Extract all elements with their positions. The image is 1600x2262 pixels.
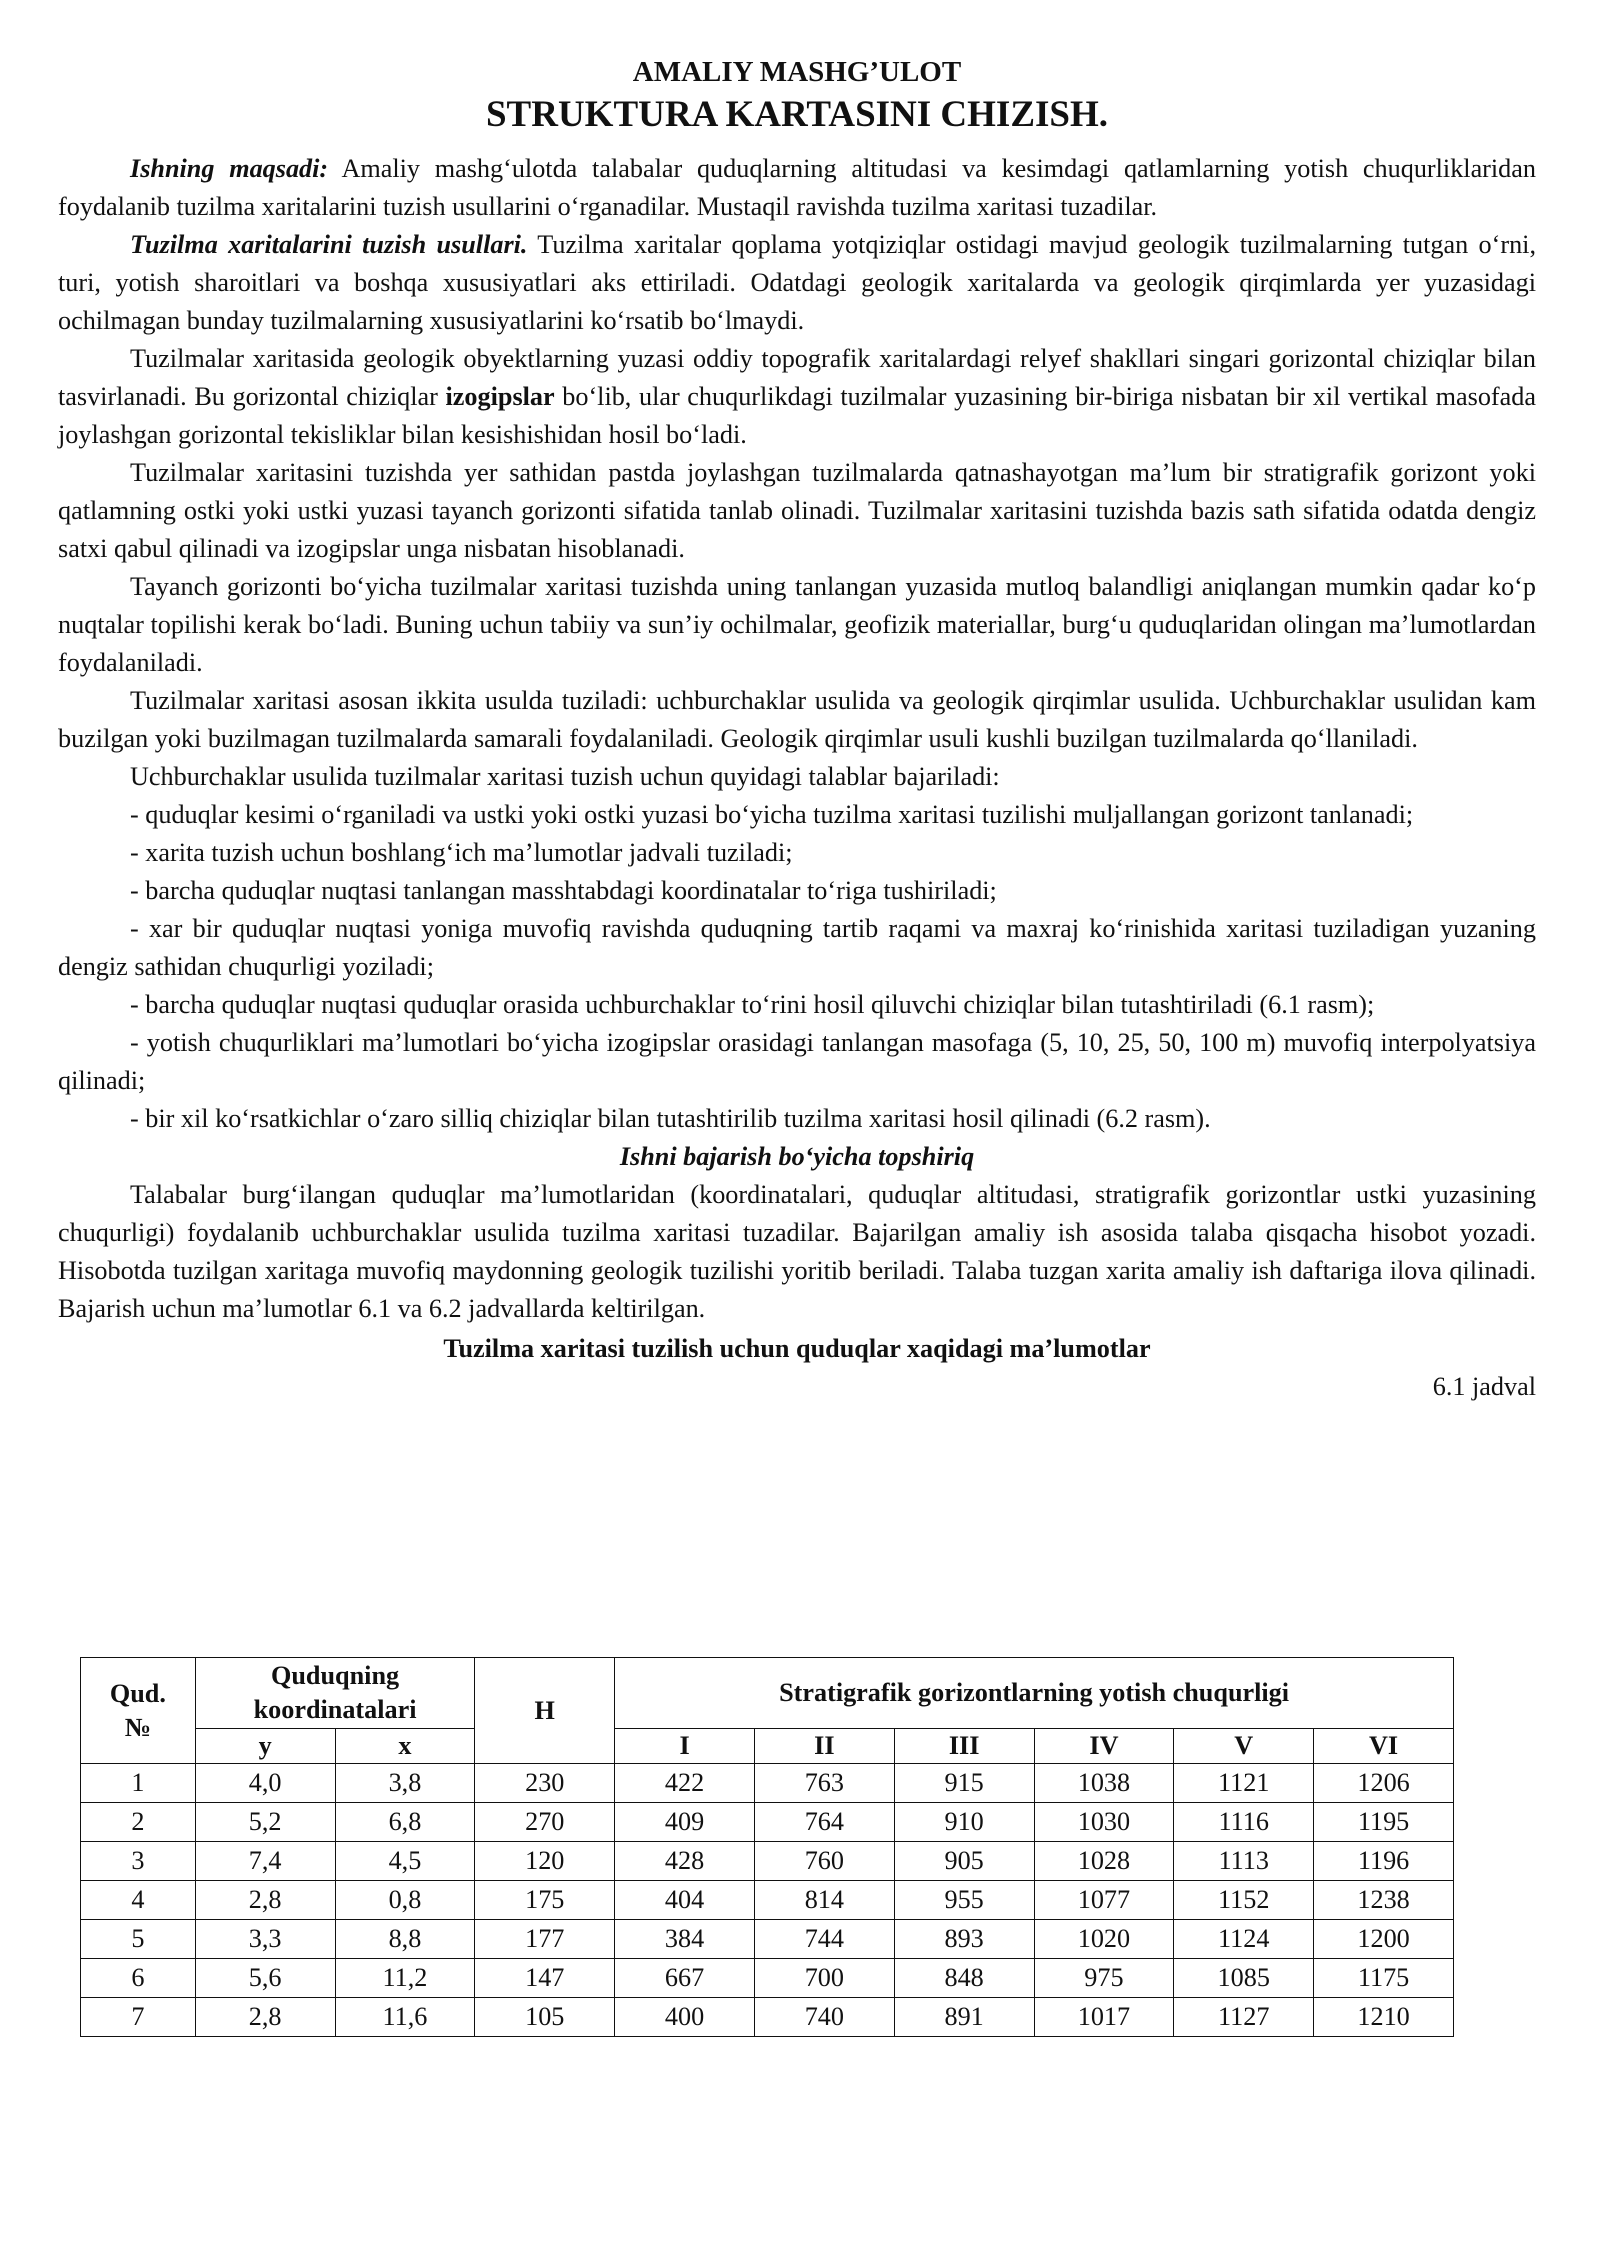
header-x: x (335, 1729, 475, 1764)
table-cell: 1210 (1314, 1998, 1454, 2037)
table-cell: 3 (81, 1842, 196, 1881)
table-cell: 404 (615, 1881, 755, 1920)
methods-text: Tuzilma xaritalar qoplama yotqiziqlar ostidagi mavjud geologik tuzilmalarning tutgan o‘rni, turi, yotish sharoitlari va boshqa xususiyatlari aks ettiriladi. Odatdagi geologik xaritalarda va geologik qirqimlarda yer yuzasidagi ochilmagan bunday tuzilmalarning xususiyatlarini ko‘rsatib bo‘lmaydi. (58, 230, 1536, 335)
document-subtitle: AMALIY MASHG’ULOT (632, 56, 962, 88)
isohypses-term: izogipslar (445, 382, 555, 411)
header-horizon-IV: IV (1034, 1729, 1174, 1764)
list-item: - yotish chuqurliklari ma’lumotlari bo‘yicha izogipslar orasidagi tanlangan masofaga (5, 10, 25, 50, 100 m) muvofiq interpolyatsiya qilinadi; (58, 1028, 1536, 1095)
table-row (81, 1998, 1454, 2037)
table-cell: 4,5 (335, 1842, 475, 1881)
table-cell: 1175 (1314, 1959, 1454, 1998)
paragraph-purpose (58, 150, 1536, 226)
table-cell: 891 (894, 1998, 1034, 2037)
document-title: STRUKTURA KARTASINI CHIZISH. (485, 94, 1109, 135)
table-cell: 1113 (1174, 1842, 1314, 1881)
table-cell: 1152 (1174, 1881, 1314, 1920)
header-horizon-II: II (754, 1729, 894, 1764)
table-cell: 763 (754, 1764, 894, 1803)
table-cell: 667 (615, 1959, 755, 1998)
table-cell: 409 (615, 1803, 755, 1842)
list-item: - barcha quduqlar nuqtasi tanlangan masshtabdagi koordinatalar to‘riga tushiriladi; (130, 876, 997, 905)
paragraph-isohypses (58, 340, 1536, 454)
table-cell: 1206 (1314, 1764, 1454, 1803)
table-cell: 230 (475, 1764, 615, 1803)
table-cell: 915 (894, 1764, 1034, 1803)
table-cell: 1200 (1314, 1920, 1454, 1959)
table-cell: 11,6 (335, 1998, 475, 2037)
table-cell: 2,8 (195, 1998, 335, 2037)
table-cell: 270 (475, 1803, 615, 1842)
paragraph-task: Talabalar burg‘ilangan quduqlar ma’lumotlaridan (koordinatalari, quduqlar altitudasi, stratigrafik gorizontlar ustki yuzasining chuqurligi) foydalanib uchburchaklar usulida tuzilma xaritasi tuzadilar. Bajarilgan amaliy ish asosida talaba qisqacha hisobot yozadi. Hisobotda tuzilgan xaritaga muvofiq maydonning geologik tuzilishi yoritib beriladi. Talaba tuzgan xarita amaliy ish daftariga ilova qilinadi. Bajarish uchun ma’lumotlar 6.1 va 6.2 jadvallarda keltirilgan. (58, 1180, 1536, 1323)
table-cell: 1020 (1034, 1920, 1174, 1959)
table-cell: 6 (81, 1959, 196, 1998)
table-cell: 744 (754, 1920, 894, 1959)
list-item: - xar bir quduqlar nuqtasi yoniga muvofiq ravishda quduqning tartib raqami va maxraj ko‘rinishida xaritasi tuziladigan yuzaning dengiz sathidan chuqurligi yoziladi; (58, 914, 1536, 981)
table-cell: 848 (894, 1959, 1034, 1998)
task-heading: Ishni bajarish bo‘yicha topshiriq (619, 1142, 975, 1171)
table-subheader-row (81, 1729, 1454, 1764)
header-horizon-V: V (1174, 1729, 1314, 1764)
paragraph-methods (58, 226, 1536, 340)
header-well-number (81, 1658, 196, 1764)
header-y: y (195, 1729, 335, 1764)
document-page (58, 52, 1536, 1406)
table-row (81, 1764, 1454, 1803)
table-cell: 1 (81, 1764, 196, 1803)
paragraph-points: Tayanch gorizonti bo‘yicha tuzilmalar xaritasi tuzishda uning tanlangan yuzasida mutloq balandligi aniqlangan mumkin qadar ko‘p nuqtalar topilishi kerak bo‘ladi. Buning uchun tabiiy va sun’iy ochilmalar, geofizik materiallar, burg‘u quduqlaridan olingan ma’lumotlardan foydalaniladi. (58, 572, 1536, 677)
table-cell: 814 (754, 1881, 894, 1920)
table-cell: 910 (894, 1803, 1034, 1842)
isohypses-text-b: bo‘lib, ular chuqurlikdagi tuzilmalar yuzasining bir-biriga nisbatan bir xil vertikal masofada joylashgan gorizontal tekisliklar bilan kesishishidan hosil bo‘ladi. (58, 382, 1536, 449)
header-altitude: H (475, 1658, 615, 1764)
table-cell: 955 (894, 1881, 1034, 1920)
table-cell: 5 (81, 1920, 196, 1959)
list-item: - bir xil ko‘rsatkichlar o‘zaro silliq chiziqlar bilan tutashtirilib tuzilma xaritasi hosil qilinadi (6.2 rasm). (130, 1104, 1211, 1133)
table-cell: 0,8 (335, 1881, 475, 1920)
table-cell: 764 (754, 1803, 894, 1842)
table-cell: 1196 (1314, 1842, 1454, 1881)
paragraph-two-methods: Tuzilmalar xaritasi asosan ikkita usulda tuziladi: uchburchaklar usulida va geologik qirqimlar usulida. Uchburchaklar usulidan kam buzilgan yoki buzilmagan tuzilmalarda samarali foydalaniladi. Geologik qirqimlar usuli kushli buzilgan tuzilmalarda qo‘llaniladi. (58, 686, 1536, 753)
table-cell: 1028 (1034, 1842, 1174, 1881)
header-qud-label: Qud. (109, 1678, 166, 1708)
table-row (81, 1803, 1454, 1842)
table-row (81, 1920, 1454, 1959)
table-cell: 760 (754, 1842, 894, 1881)
header-strat-depths: Stratigrafik gorizontlarning yotish chuqurligi (615, 1658, 1454, 1729)
table-cell: 1195 (1314, 1803, 1454, 1842)
purpose-text: Amaliy mashg‘ulotda talabalar quduqlarning altitudasi va kesimdagi qatlamlarning yotish chuqurliklaridan foydalanib tuzilma xaritalarini tuzish usullarini o‘rganadilar. Mustaqil ravishda tuzilma xaritasi tuzadilar. (58, 154, 1536, 221)
table-body (81, 1764, 1454, 2037)
list-item: - xarita tuzish uchun boshlang‘ich ma’lumotlar jadvali tuziladi; (130, 838, 793, 867)
table-cell: 177 (475, 1920, 615, 1959)
table-row (81, 1881, 1454, 1920)
isohypses-text-a: Tuzilmalar xaritasida geologik obyektlarning yuzasi oddiy topografik xaritalardagi relyef shakllari singari gorizontal chiziqlar bilan tasvirlanadi. Bu gorizontal chiziqlar (58, 344, 1536, 411)
table-cell: 147 (475, 1959, 615, 1998)
table-caption: Tuzilma xaritasi tuzilish uchun quduqlar xaqidagi ma’lumotlar (443, 1334, 1151, 1363)
table-cell: 7 (81, 1998, 196, 2037)
table-cell: 422 (615, 1764, 755, 1803)
header-horizon-III: III (894, 1729, 1034, 1764)
table-cell: 1127 (1174, 1998, 1314, 2037)
table-cell: 893 (894, 1920, 1034, 1959)
table-cell: 2 (81, 1803, 196, 1842)
table-cell: 7,4 (195, 1842, 335, 1881)
paragraph-requirements: Uchburchaklar usulida tuzilmalar xaritasi tuzish uchun quyidagi talablar bajariladi: (130, 762, 1000, 791)
paragraph-reference-horizon: Tuzilmalar xaritasini tuzishda yer sathidan pastda joylashgan tuzilmalarda qatnashayotgan ma’lum bir stratigrafik gorizont yoki qatlamning ostki yoki ustki yuzasi tayanch gorizonti sifatida tanlab olinadi. Tuzilmalar xaritasini tuzishda bazis sath sifatida odatda dengiz satxi qabul qilinadi va izogipslar unga nisbatan hisoblanadi. (58, 458, 1536, 563)
table-row (81, 1959, 1454, 1998)
table-cell: 120 (475, 1842, 615, 1881)
header-horizon-I: I (615, 1729, 755, 1764)
table-row (81, 1842, 1454, 1881)
table-cell: 1124 (1174, 1920, 1314, 1959)
table-cell: 1085 (1174, 1959, 1314, 1998)
table-cell: 1077 (1034, 1881, 1174, 1920)
table-cell: 5,2 (195, 1803, 335, 1842)
table-cell: 384 (615, 1920, 755, 1959)
table-cell: 1238 (1314, 1881, 1454, 1920)
table-cell: 740 (754, 1998, 894, 2037)
table-cell: 3,3 (195, 1920, 335, 1959)
table-cell: 1017 (1034, 1998, 1174, 2037)
header-coordinates: Quduqning koordinatalari (195, 1658, 475, 1729)
purpose-lead: Ishning maqsadi: (130, 154, 329, 183)
table-cell: 3,8 (335, 1764, 475, 1803)
table-cell: 1121 (1174, 1764, 1314, 1803)
table-cell: 400 (615, 1998, 755, 2037)
table-cell: 6,8 (335, 1803, 475, 1842)
table-cell: 175 (475, 1881, 615, 1920)
table-cell: 4,0 (195, 1764, 335, 1803)
table-cell: 8,8 (335, 1920, 475, 1959)
wells-data-table (80, 1657, 1454, 2037)
table-cell: 905 (894, 1842, 1034, 1881)
table-cell: 4 (81, 1881, 196, 1920)
table-cell: 975 (1034, 1959, 1174, 1998)
header-no-label: № (124, 1712, 152, 1742)
list-item: - barcha quduqlar nuqtasi quduqlar orasida uchburchaklar to‘rini hosil qiluvchi chiziqlar bilan tutashtiriladi (6.1 rasm); (130, 990, 1375, 1019)
table-cell: 1116 (1174, 1803, 1314, 1842)
table-cell: 5,6 (195, 1959, 335, 1998)
table-cell: 428 (615, 1842, 755, 1881)
list-item: - quduqlar kesimi o‘rganiladi va ustki yoki ostki yuzasi bo‘yicha tuzilma xaritasi tuzilishi muljallangan gorizont tanlanadi; (130, 800, 1414, 829)
table-cell: 105 (475, 1998, 615, 2037)
table-cell: 11,2 (335, 1959, 475, 1998)
table-header-row (81, 1658, 1454, 1729)
table-cell: 1030 (1034, 1803, 1174, 1842)
table-cell: 1038 (1034, 1764, 1174, 1803)
header-horizon-VI: VI (1314, 1729, 1454, 1764)
methods-lead: Tuzilma xaritalarini tuzish usullari. (130, 230, 528, 259)
table-cell: 700 (754, 1959, 894, 1998)
table-number: 6.1 jadval (1432, 1372, 1536, 1401)
table-cell: 2,8 (195, 1881, 335, 1920)
